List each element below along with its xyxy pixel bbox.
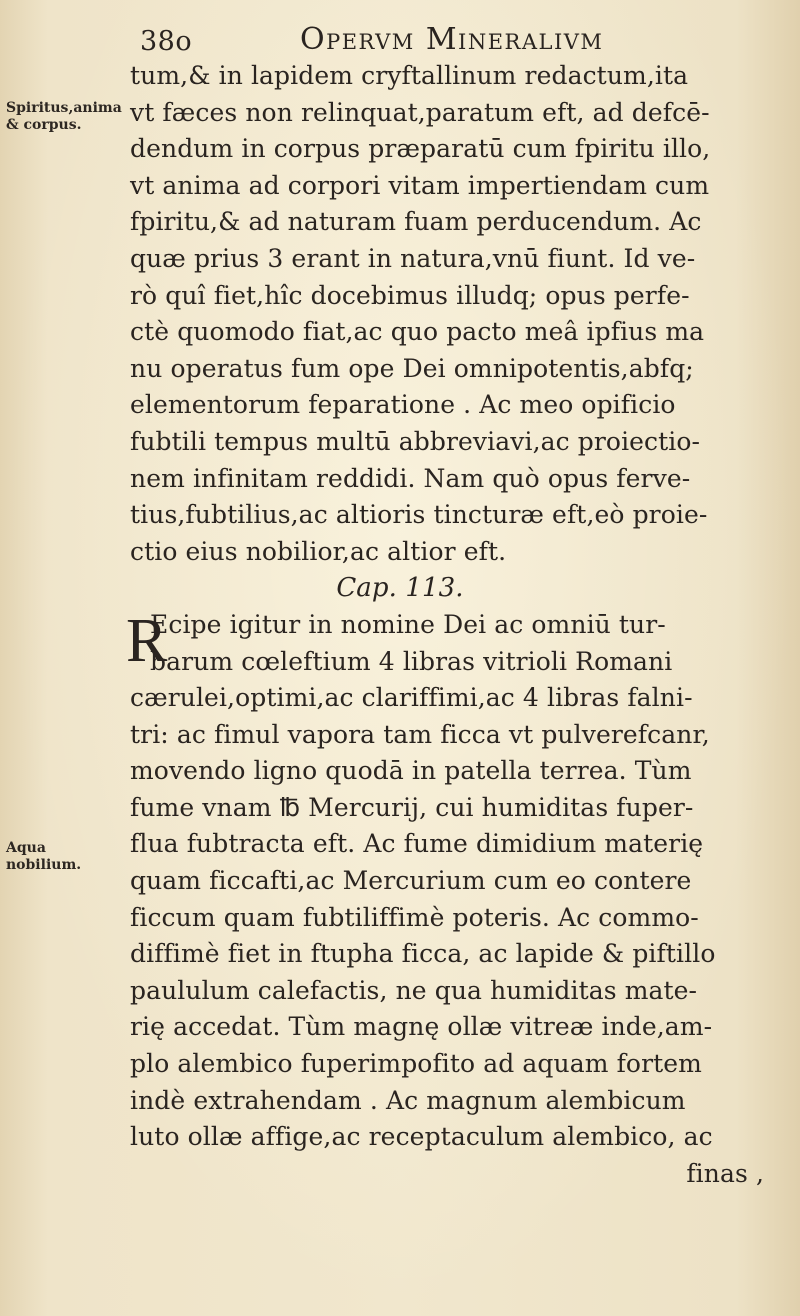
text-line: ctè quomodo fiat,ac quo pacto meâ ipfius ma [130,317,705,347]
text-line: nu operatus fum ope Dei omnipotentis,abfq; [130,353,694,383]
text-line: flua fubtracta eft. Ac fume dimidium materię [130,829,704,859]
margin-note: Spiritus,anima & corpus. [6,100,122,133]
page-number: 38o [140,26,193,57]
text-line: Ecipe igitur in nomine Dei ac omniū tur- [150,609,666,639]
text-line: indè extrahendam . Ac magnum alembicum [130,1085,686,1115]
body-text [126,58,780,1192]
text-line: cærulei,optimi,ac clariffimi,ac 4 libras falni- [130,683,693,713]
text-line: vt anima ad corpori vitam impertiendam cum [130,170,710,200]
text-line: quæ prius 3 erant in natura,vnū fiunt. Id ve- [130,243,696,273]
text-line: diffimè fiet in ftupha ficca, ac lapide & piftillo [130,939,716,969]
running-head [140,22,780,62]
text-line: dendum in corpus præparatū cum fpiritu illo, [130,134,711,164]
catchword: finas , [686,1158,764,1188]
text-line: fume vnam ℔ Mercurij, cui humiditas fuper- [130,792,694,822]
text-line: fubtili tempus multū abbreviavi,ac proiectio- [130,426,701,456]
text-line: tum,& in lapidem cryftallinum redactum,ita [130,61,689,90]
text-line: tri: ac fimul vapora tam ficca vt pulverefcanr, [130,719,710,749]
text-line: ficcum quam fubtiliffimè poteris. Ac commo- [130,902,699,932]
text-line: fpiritu,& ad naturam fuam perducendum. Ac [130,207,702,237]
text-line: luto ollæ affige,ac receptaculum alembico, ac [130,1122,713,1152]
text-line: quam ficcafti,ac Mercurium cum eo contere [130,866,692,896]
drop-initial: R [126,607,168,675]
text-line: movendo ligno quodā in patella terrea. Tùm [130,756,692,786]
chapter-heading: Cap. 113. [336,573,464,604]
text-line: rię accedat. Tùm magnę ollæ vitreæ inde,am- [130,1012,713,1042]
running-title: Opervm Mineralivm [300,22,604,57]
text-line: tius,fubtilius,ac altioris tincturæ eft,eò proie- [130,500,708,530]
text-line: ctio eius nobilior,ac altior eft. [130,536,507,566]
margin-note: Aqua nobilium. [6,840,82,873]
text-line: nem infinitam reddidi. Nam quò opus ferve- [130,463,691,493]
text-line: plo alembico fuperimpofito ad aquam fortem [130,1049,702,1079]
text-line: barum cœleftium 4 libras vitrioli Romani [150,646,673,676]
text-line: rò quî fiet,hîc docebimus illudq; opus perfe- [130,280,690,310]
text-line: paululum calefactis, ne qua humiditas mate- [130,975,698,1005]
text-line: elementorum feparatione . Ac meo opificio [130,390,676,420]
text-line: vt fæces non relinquat,paratum eft, ad defcē- [130,97,710,127]
